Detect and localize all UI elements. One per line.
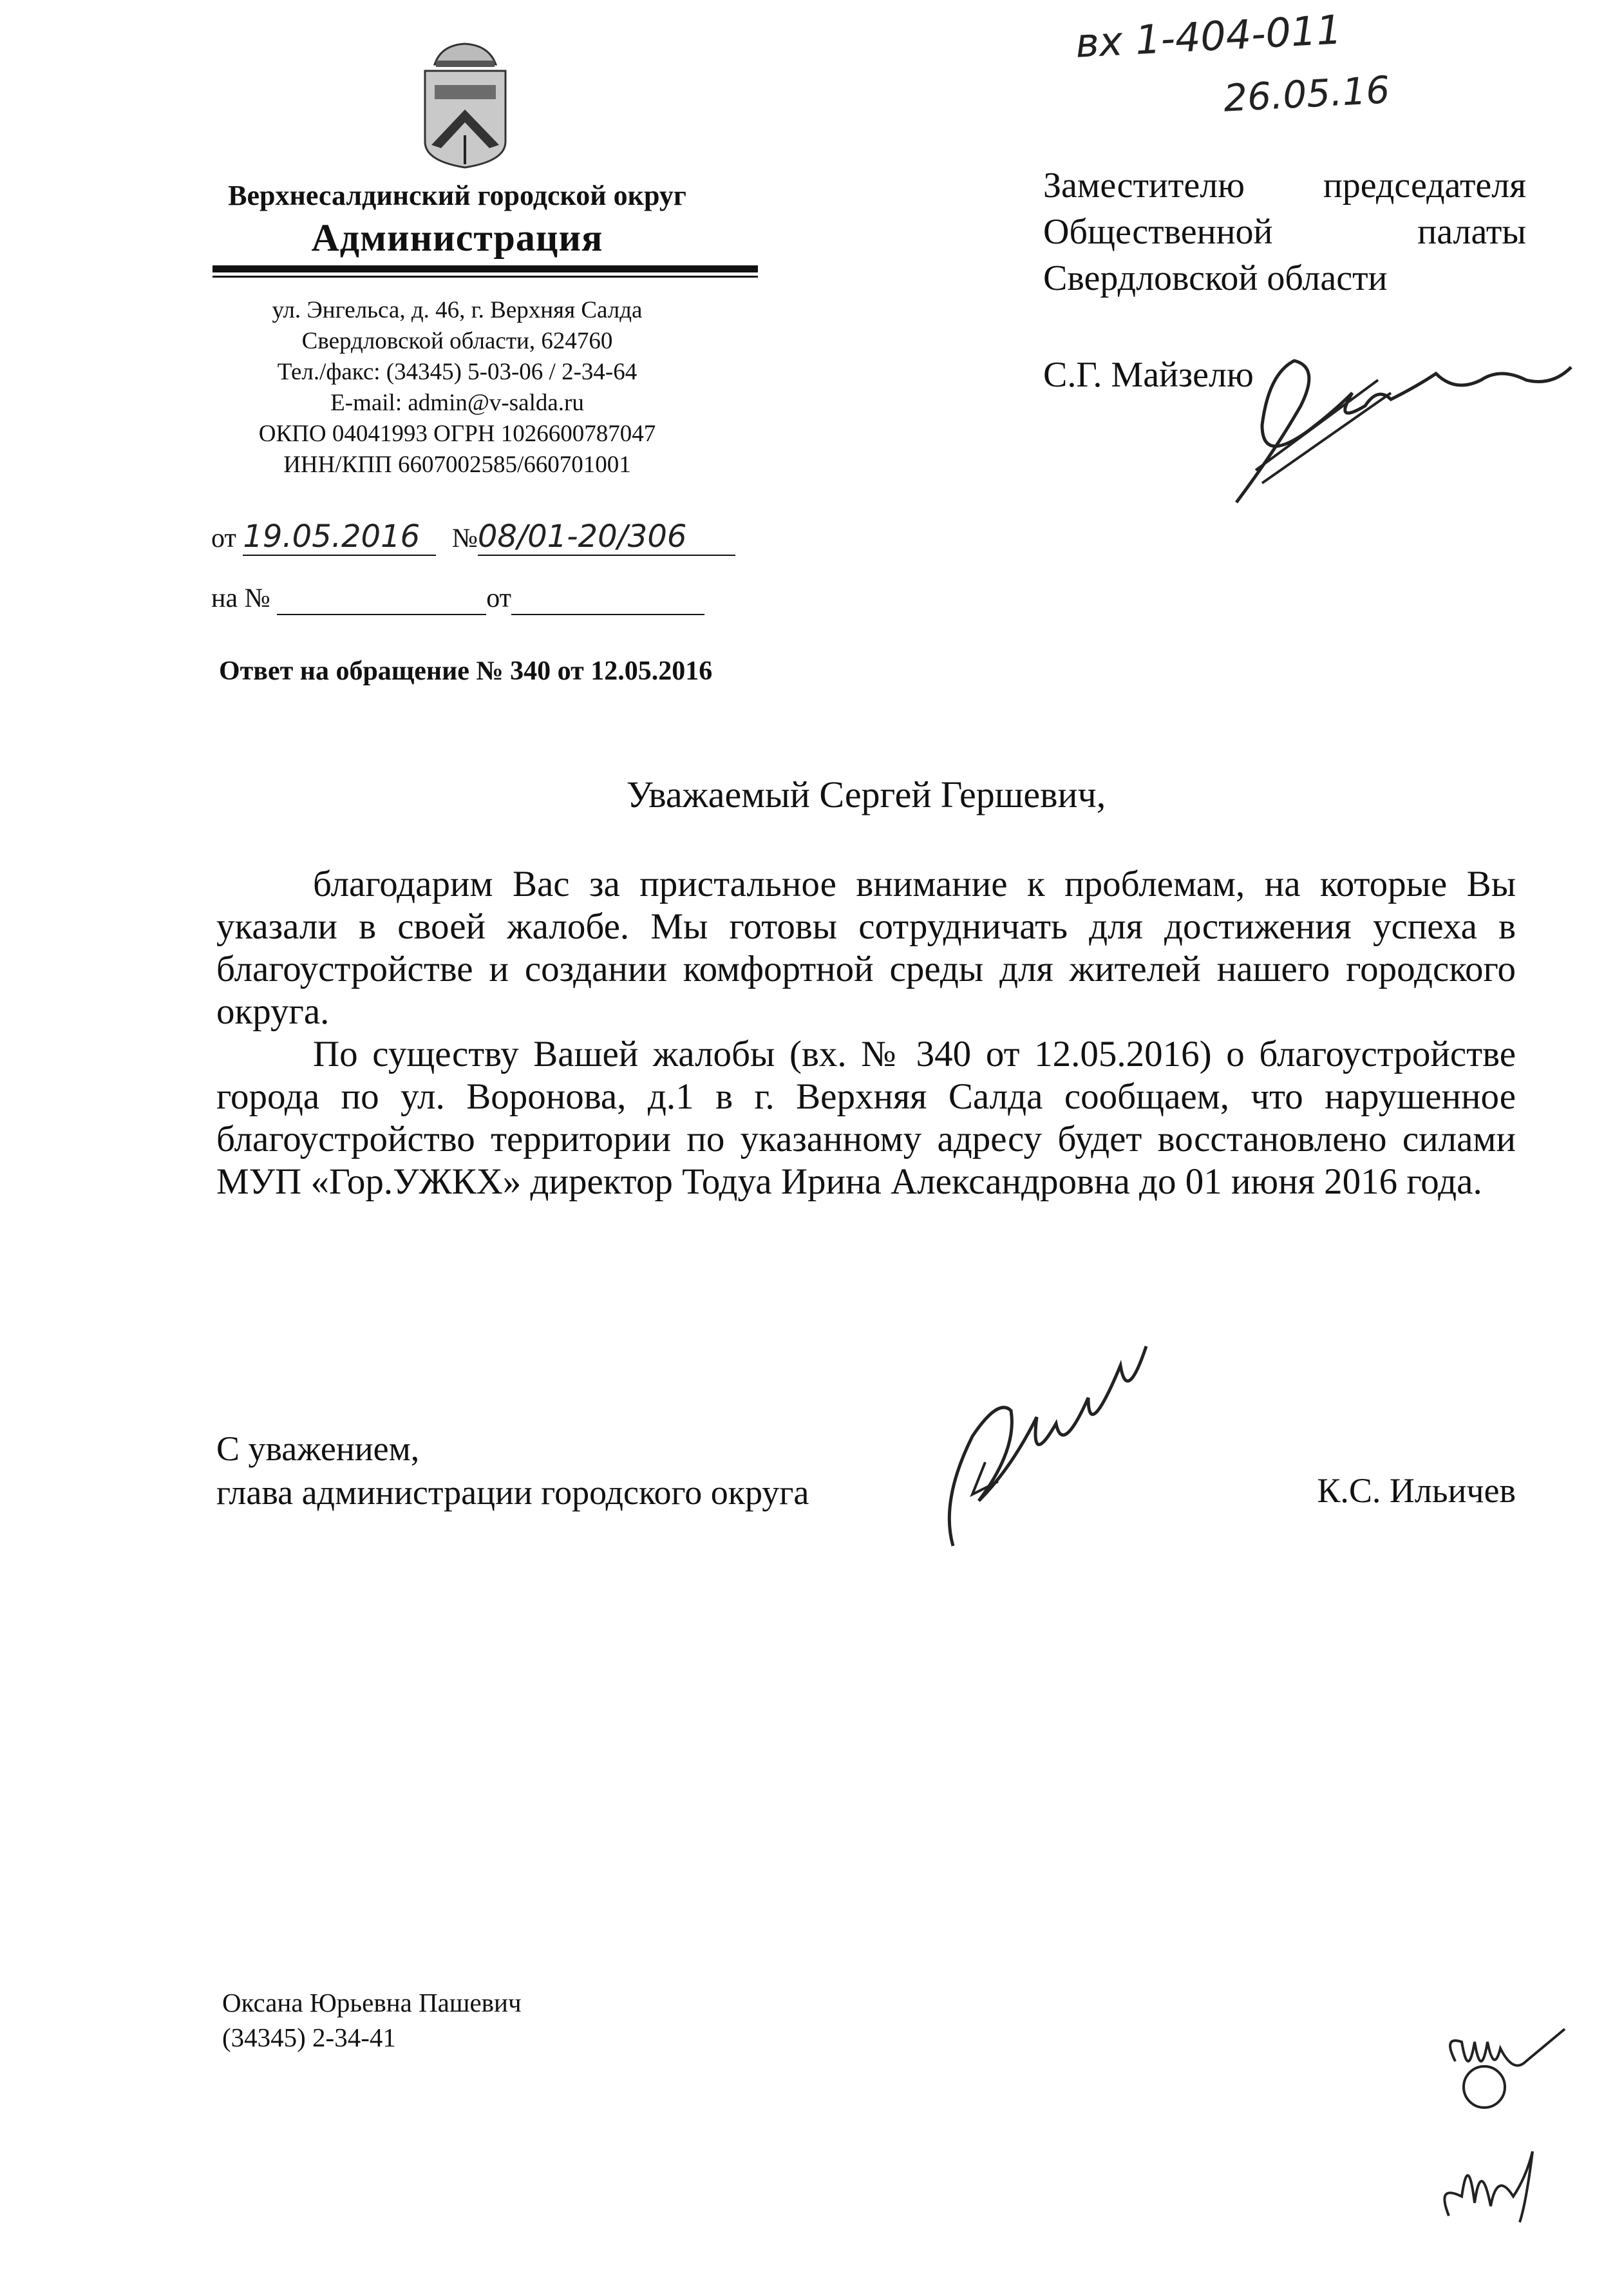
- incoming-number: вх 1-404-011: [1074, 6, 1343, 67]
- from-label: от: [211, 524, 236, 553]
- coat-of-arms-icon: [422, 39, 509, 171]
- contact-name: Оксана Юрьевна Пашевич: [222, 1988, 522, 2017]
- contact-block: [222, 1985, 522, 2055]
- email-line: E-mail: admin@v-salda.ru: [330, 390, 584, 416]
- ref-from-label: от: [486, 584, 512, 613]
- greeting: Уважаемый Сергей Гершевич,: [626, 774, 1106, 815]
- ref-label: на №: [211, 584, 270, 613]
- body-paragraph: благодарим Вас за пристальное внимание к проблемам, на которые Вы указали в своей жалобе. Мы готовы сотрудничать для достижения успеха в благоустройстве и создании комфортной среды для жителей нашего городского округа.: [216, 864, 1516, 1032]
- contact-phone: (34345) 2-34-41: [222, 2023, 396, 2052]
- resolution-signature: [1223, 335, 1584, 515]
- reply-reference: Ответ на обращение № 340 от 12.05.2016: [219, 656, 713, 686]
- okpo-line: ОКПО 04041993 ОГРН 1026600787047: [258, 421, 656, 447]
- address-line: Свердловской области, 624760: [301, 328, 613, 354]
- header-rule-thin: [212, 276, 758, 278]
- body-paragraph: По существу Вашей жалобы (вх. № 340 от 12.05.2016) о благоустройстве города по ул. Воронова, д.1 в г. Верхняя Салда сообщаем, что нарушенное благоустройство территории по указанному адресу будет восстановлено силами МУП «Гор.УЖКХ» директор Тодуа Ирина Александровна до 01 июня 2016 года.: [216, 1034, 1516, 1202]
- address-line: ул. Энгельса, д. 46, г. Верхняя Салда: [272, 297, 643, 323]
- addressee-text: палаты: [1417, 212, 1526, 252]
- registration-line: [211, 519, 735, 556]
- dept-name: Администрация: [311, 216, 603, 259]
- phone-line: Тел./факс: (34345) 5-03-06 / 2-34-64: [277, 359, 637, 385]
- letter-body: [216, 863, 1516, 1203]
- addressee-text: Общественной: [1043, 212, 1273, 252]
- addressee-block: [1043, 162, 1526, 301]
- closing-block: [216, 1427, 809, 1514]
- signer-name: К.С. Ильичев: [1317, 1471, 1516, 1510]
- approval-initials: [1436, 2023, 1597, 2229]
- address-block: [193, 295, 721, 481]
- number-label: №: [451, 524, 478, 553]
- header-rule: [212, 265, 758, 272]
- org-name: Верхнесалдинский городской округ: [228, 180, 686, 211]
- addressee-text: Заместителю: [1043, 166, 1245, 205]
- addressee-name: С.Г. Майзелю: [1043, 355, 1254, 395]
- inn-line: ИНН/КПП 6607002585/660701001: [283, 452, 631, 478]
- signer-title: глава администрации городского округа: [216, 1473, 809, 1512]
- addressee-text: Свердловской области: [1043, 258, 1388, 298]
- reference-line: [211, 583, 704, 615]
- addressee-text: председателя: [1323, 166, 1526, 205]
- head-signature: [934, 1340, 1211, 1552]
- closing-courtesy: С уважением,: [216, 1429, 420, 1468]
- outgoing-date: 19.05.2016: [243, 519, 436, 556]
- outgoing-number: 08/01-20/306: [478, 519, 735, 556]
- incoming-date: 26.05.16: [1222, 68, 1391, 120]
